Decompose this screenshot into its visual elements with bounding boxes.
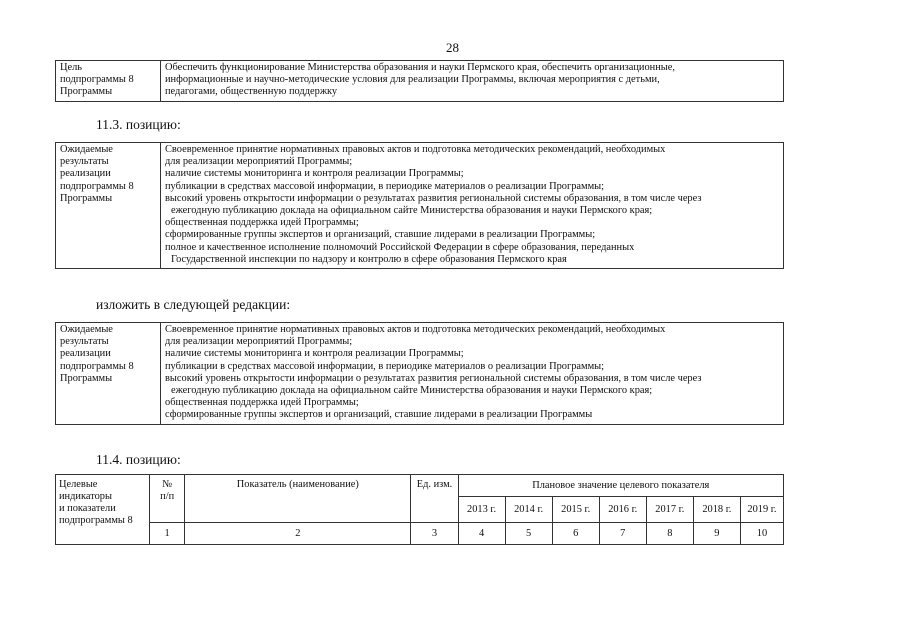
section-heading-11-4: 11.4. позицию: <box>96 452 181 467</box>
label-line: Программы <box>60 372 113 384</box>
content-line: для реализации мероприятий Программы; <box>165 156 353 168</box>
label-line: Целевые <box>59 479 98 490</box>
year-header: 2018 г. <box>693 497 740 523</box>
year-header: 2019 г. <box>740 497 783 523</box>
content-line: публикации в средствах массовой информации, в периодике материалов о реализации Программы; <box>165 360 605 372</box>
number-column-header <box>150 475 185 523</box>
year-header: 2013 г. <box>458 497 505 523</box>
content-line: высокий уровень открытости информации о результатах развития региональной системы образования, в том числе через <box>165 192 702 204</box>
section-heading-11-3: 11.3. позицию: <box>96 117 181 132</box>
numbering-cell: 10 <box>740 523 783 545</box>
content-line: наличие системы мониторинга и контроля реализации Программы; <box>165 168 464 180</box>
goal-content-cell <box>161 61 784 102</box>
content-line: информационные и научно-методические условия для реализации Программы, включая мероприятия с детьми, <box>165 74 660 86</box>
year-header: 2017 г. <box>646 497 693 523</box>
numbering-cell: 2 <box>185 523 411 545</box>
content-line: Обеспечить функционирование Министерства образования и науки Пермского края, обеспечить организационные, <box>165 62 675 73</box>
label-line: Ожидаемые <box>60 324 113 335</box>
content-line: для реализации мероприятий Программы; <box>165 336 353 348</box>
content-line: публикации в средствах массовой информации, в периодике материалов о реализации Программы; <box>165 180 605 192</box>
content-line: ежегодную публикацию доклада на официальном сайте Министерства образования и науки Пермского края; <box>171 385 653 397</box>
new-results-table <box>55 322 784 425</box>
numbering-cell: 3 <box>411 523 458 545</box>
numbering-cell: 4 <box>458 523 505 545</box>
label-line: результаты <box>60 156 109 168</box>
numbering-cell: 9 <box>693 523 740 545</box>
year-header: 2014 г. <box>505 497 552 523</box>
label-line: подпрограммы 8 <box>60 360 134 372</box>
content-line: наличие системы мониторинга и контроля реализации Программы; <box>165 348 464 360</box>
old-results-content-cell <box>161 143 784 269</box>
old-results-table <box>55 142 784 269</box>
content-line: сформированные группы экспертов и организаций, ставшие лидерами в реализации Программы; <box>165 229 596 241</box>
content-line: ежегодную публикацию доклада на официальном сайте Министерства образования и науки Пермского края; <box>171 205 653 217</box>
goal-table <box>55 60 784 102</box>
label-line: подпрограммы 8 <box>60 74 134 86</box>
numbering-cell: 8 <box>646 523 693 545</box>
unit-header: Ед. изм. <box>411 475 458 523</box>
numbering-cell: 5 <box>505 523 552 545</box>
header-line: п/п <box>160 491 175 502</box>
page-number: 28 <box>446 40 459 55</box>
indicator-name-header: Показатель (наименование) <box>185 475 411 523</box>
content-line: общественная поддержка идей Программы; <box>165 397 359 409</box>
label-line: и показатели <box>59 503 116 514</box>
label-line: подпрограммы 8 <box>59 515 133 526</box>
label-line: реализации <box>60 348 111 360</box>
label-line: результаты <box>60 336 109 348</box>
label-line: индикаторы <box>59 491 112 502</box>
content-line: полное и качественное исполнение полномочий Российской Федерации в сфере образования, переданных <box>165 241 635 253</box>
section-heading-new-edition: изложить в следующей редакции: <box>96 297 291 312</box>
year-header: 2016 г. <box>599 497 646 523</box>
planned-value-header: Плановое значение целевого показателя <box>458 475 783 497</box>
content-line: общественная поддержка идей Программы; <box>165 217 359 229</box>
label-line: Ожидаемые <box>60 144 113 155</box>
year-header: 2015 г. <box>552 497 599 523</box>
indicators-table <box>55 474 784 545</box>
content-line: педагогами, общественную поддержку <box>165 86 338 98</box>
numbering-cell: 1 <box>150 523 185 545</box>
label-line: подпрограммы 8 <box>60 180 134 192</box>
new-results-content-cell <box>161 323 784 425</box>
numbering-cell: 6 <box>552 523 599 545</box>
label-line: реализации <box>60 168 111 180</box>
old-results-label-cell <box>56 143 161 269</box>
content-line: Государственной инспекции по надзору и контролю в сфере образования Пермского края <box>171 253 567 265</box>
new-results-label-cell <box>56 323 161 425</box>
label-line: Цель <box>60 62 83 73</box>
header-line: № <box>162 479 173 490</box>
label-line: Программы <box>60 86 113 98</box>
content-line: высокий уровень открытости информации о результатах развития региональной системы образования, в том числе через <box>165 372 702 384</box>
content-line: Своевременное принятие нормативных правовых актов и подготовка методических рекомендаций, необходимых <box>165 324 666 335</box>
goal-label-cell <box>56 61 161 102</box>
content-line: Своевременное принятие нормативных правовых актов и подготовка методических рекомендаций, необходимых <box>165 144 666 155</box>
label-line: Программы <box>60 192 113 204</box>
indicators-label-cell <box>56 475 150 545</box>
numbering-cell: 7 <box>599 523 646 545</box>
content-line: сформированные группы экспертов и организаций, ставшие лидерами в реализации Программы <box>165 409 593 421</box>
